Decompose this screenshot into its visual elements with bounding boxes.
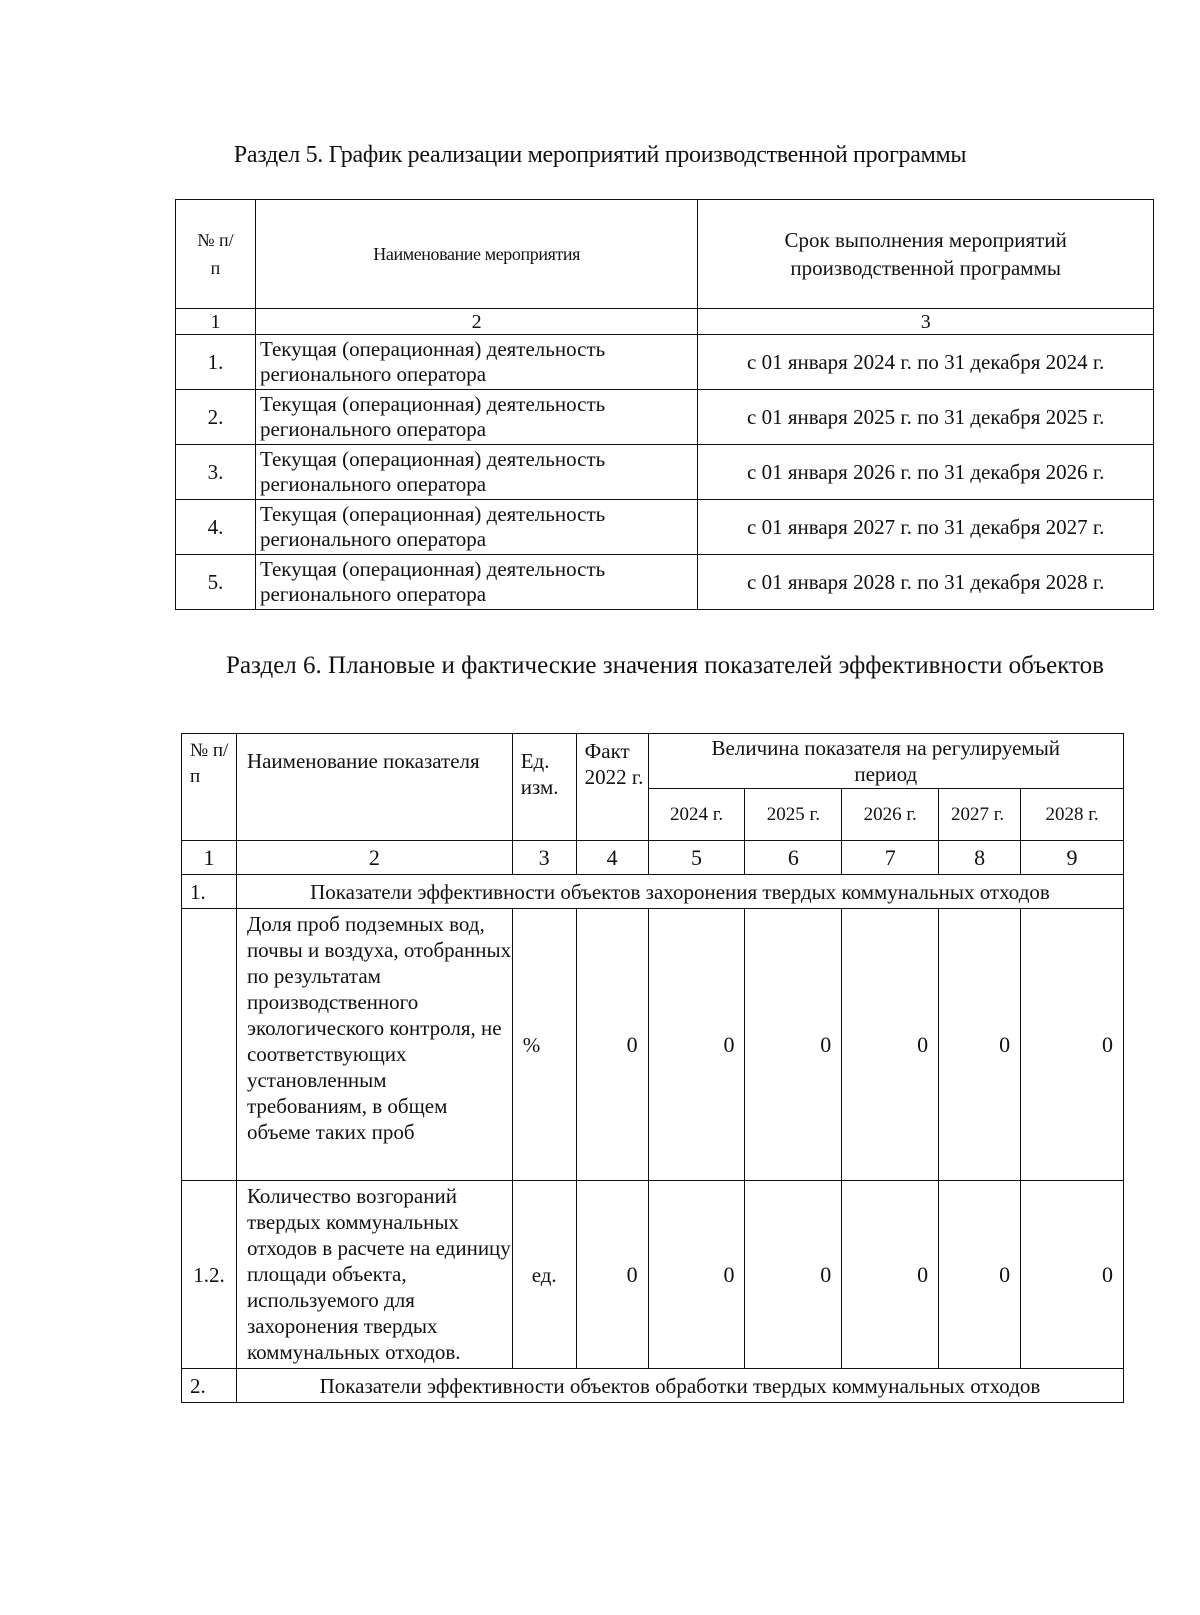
header-period: Величина показателя на регулируемый период bbox=[648, 734, 1123, 789]
row-num: 4. bbox=[176, 500, 256, 555]
row-unit: % bbox=[512, 909, 576, 1181]
table-row bbox=[176, 390, 1154, 445]
table-row bbox=[182, 909, 1124, 1181]
header-year: 2025 г. bbox=[745, 789, 842, 841]
header-year: 2024 г. bbox=[648, 789, 745, 841]
group-row bbox=[182, 1369, 1124, 1403]
header-term: Срок выполнения мероприятий производственной программы bbox=[698, 200, 1154, 309]
row-value: 0 bbox=[939, 1181, 1021, 1369]
table-row bbox=[176, 335, 1154, 390]
column-numbers-row bbox=[182, 841, 1124, 875]
group-row bbox=[182, 875, 1124, 909]
row-name: Текущая (операционная) деятельность регионального оператора bbox=[255, 335, 697, 390]
col-number: 7 bbox=[842, 841, 939, 875]
row-value: 0 bbox=[576, 1181, 648, 1369]
row-value: 0 bbox=[745, 909, 842, 1181]
header-year: 2027 г. bbox=[939, 789, 1021, 841]
col-number: 2 bbox=[255, 309, 697, 335]
table-header-row bbox=[182, 734, 1124, 789]
row-value: 0 bbox=[842, 909, 939, 1181]
col-number: 3 bbox=[512, 841, 576, 875]
row-num: 5. bbox=[176, 555, 256, 610]
col-number: 5 bbox=[648, 841, 745, 875]
header-num: № п/п bbox=[182, 734, 237, 841]
row-num bbox=[182, 909, 237, 1181]
row-value: 0 bbox=[576, 909, 648, 1181]
row-value: 0 bbox=[1021, 1181, 1124, 1369]
row-term: с 01 января 2025 г. по 31 декабря 2025 г. bbox=[698, 390, 1154, 445]
table-row bbox=[176, 555, 1154, 610]
row-value: 0 bbox=[745, 1181, 842, 1369]
row-num: 3. bbox=[176, 445, 256, 500]
col-number: 3 bbox=[698, 309, 1154, 335]
section6-title: Раздел 6. Плановые и фактические значения показателей эффективности объектов bbox=[226, 652, 1104, 679]
col-number: 4 bbox=[576, 841, 648, 875]
col-number: 6 bbox=[745, 841, 842, 875]
row-value: 0 bbox=[842, 1181, 939, 1369]
row-num: 1. bbox=[176, 335, 256, 390]
row-num: 1.2. bbox=[182, 1181, 237, 1369]
col-number: 9 bbox=[1021, 841, 1124, 875]
group-title: Показатели эффективности объектов обработки твердых коммунальных отходов bbox=[236, 1369, 1123, 1403]
table-row bbox=[176, 445, 1154, 500]
header-year: 2026 г. bbox=[842, 789, 939, 841]
table-header-row bbox=[176, 200, 1154, 309]
row-unit: ед. bbox=[512, 1181, 576, 1369]
group-num: 2. bbox=[182, 1369, 237, 1403]
column-numbers-row bbox=[176, 309, 1154, 335]
row-name: Доля проб подземных вод, почвы и воздуха, отобранных по результатам производственного экологического контроля, не соответствующих установленным требованиям, в общем объеме таких проб bbox=[236, 909, 512, 1181]
row-num: 2. bbox=[176, 390, 256, 445]
row-value: 0 bbox=[939, 909, 1021, 1181]
col-number: 2 bbox=[236, 841, 512, 875]
row-term: с 01 января 2024 г. по 31 декабря 2024 г. bbox=[698, 335, 1154, 390]
header-name: Наименование показателя bbox=[236, 734, 512, 841]
row-value: 0 bbox=[648, 909, 745, 1181]
row-name: Количество возгораний твердых коммунальных отходов в расчете на единицу площади объекта, используемого для захоронения твердых коммунальных отходов. bbox=[236, 1181, 512, 1369]
row-name: Текущая (операционная) деятельность регионального оператора bbox=[255, 445, 697, 500]
group-title: Показатели эффективности объектов захоронения твердых коммунальных отходов bbox=[236, 875, 1123, 909]
table-row bbox=[176, 500, 1154, 555]
section5-title: Раздел 5. График реализации мероприятий производственной программы bbox=[233, 142, 967, 168]
row-value: 0 bbox=[1021, 909, 1124, 1181]
row-term: с 01 января 2027 г. по 31 декабря 2027 г. bbox=[698, 500, 1154, 555]
col-number: 1 bbox=[176, 309, 256, 335]
header-name: Наименование мероприятия bbox=[255, 200, 697, 309]
row-name: Текущая (операционная) деятельность регионального оператора bbox=[255, 500, 697, 555]
header-fact: Факт 2022 г. bbox=[576, 734, 648, 841]
row-name: Текущая (операционная) деятельность регионального оператора bbox=[255, 555, 697, 610]
col-number: 8 bbox=[939, 841, 1021, 875]
schedule-table bbox=[175, 199, 1154, 610]
col-number: 1 bbox=[182, 841, 237, 875]
row-term: с 01 января 2026 г. по 31 декабря 2026 г. bbox=[698, 445, 1154, 500]
header-num: № п/п bbox=[176, 200, 256, 309]
row-value: 0 bbox=[648, 1181, 745, 1369]
row-name: Текущая (операционная) деятельность регионального оператора bbox=[255, 390, 697, 445]
header-year: 2028 г. bbox=[1021, 789, 1124, 841]
row-term: с 01 января 2028 г. по 31 декабря 2028 г. bbox=[698, 555, 1154, 610]
group-num: 1. bbox=[182, 875, 237, 909]
table-row bbox=[182, 1181, 1124, 1369]
indicators-table bbox=[181, 733, 1124, 1403]
header-unit: Ед. изм. bbox=[512, 734, 576, 841]
